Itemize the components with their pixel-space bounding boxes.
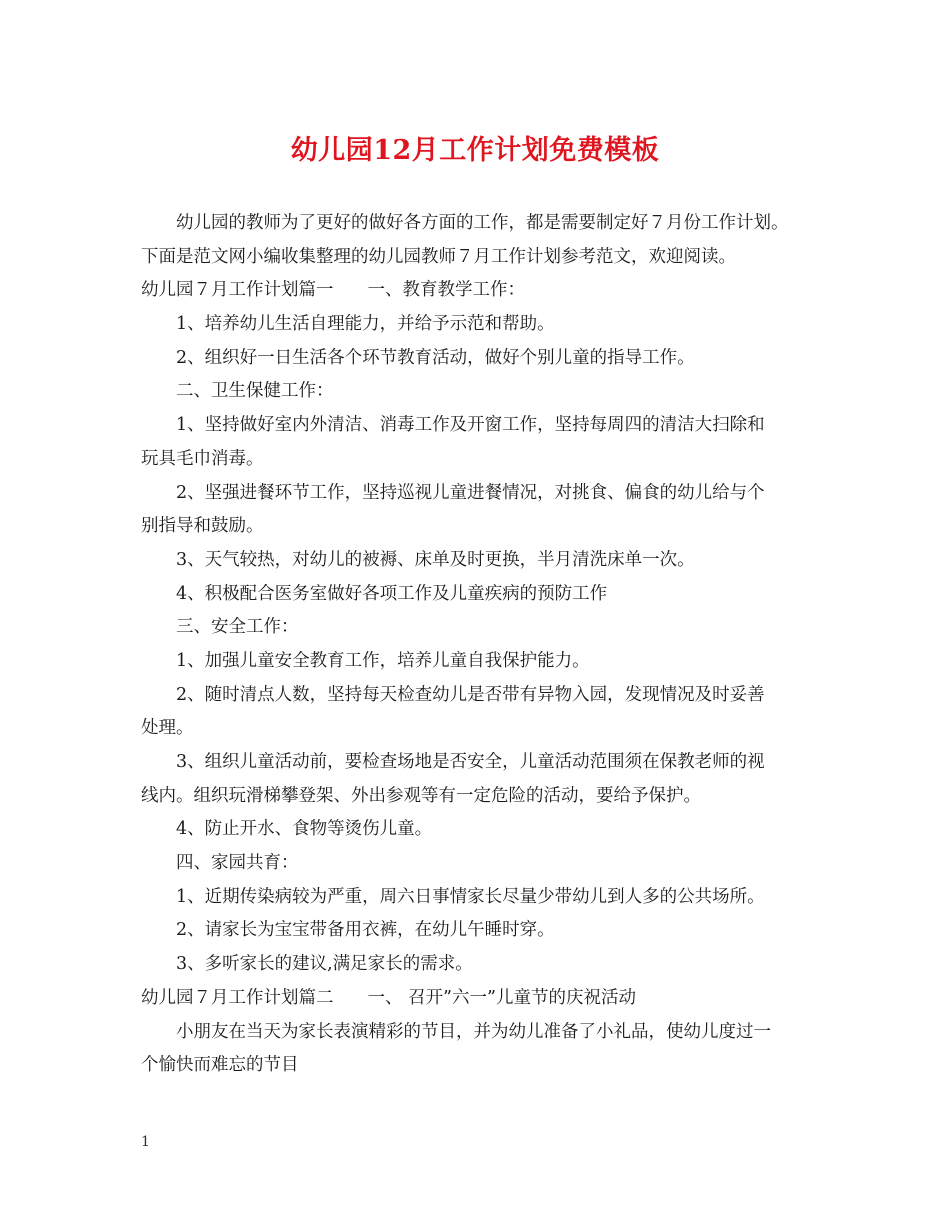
- section-heading-line: [141, 982, 831, 1016]
- paragraph-line: 小朋友在当天为家长表演精彩的节目，并为幼儿准备了小礼品，使幼儿度过一: [176, 1021, 771, 1042]
- list-item: 2、组织好一日生活各个环节教育活动，做好个别儿童的指导工作。: [176, 347, 695, 368]
- paragraph-line: 下面是范文网小编收集整理的幼儿园教师７月工作计划参考范文，欢迎阅读。: [141, 246, 736, 267]
- list-item-continued: 玩具毛巾消毒。: [141, 448, 264, 469]
- list-item-continued: 别指导和鼓励。: [141, 516, 264, 537]
- list-item: 4、防止开水、食物等烫伤儿童。: [176, 819, 433, 840]
- list-item: 3、多听家长的建议,满足家长的需求。: [176, 954, 473, 975]
- subsection-heading: 一、教育教学工作：: [367, 280, 525, 301]
- paragraph-line: 幼儿园的教师为了更好的做好各方面的工作，都是需要制定好７月份工作计划。: [176, 213, 789, 233]
- subsection-heading: 三、安全工作：: [176, 617, 299, 638]
- list-item: 1、培养幼儿生活自理能力，并给予示范和帮助。: [176, 314, 555, 335]
- list-item: 4、积极配合医务室做好各项工作及儿童疾病的预防工作: [176, 583, 608, 604]
- section-heading: 幼儿园７月工作计划篇二: [141, 987, 334, 1008]
- list-item: 1、加强儿童安全教育工作，培养儿童自我保护能力。: [176, 650, 590, 671]
- list-item: 1、近期传染病较为严重，周六日事情家长尽量少带幼儿到人多的公共场所。: [176, 886, 765, 907]
- list-item: 2、坚强进餐环节工作，坚持巡视儿童进餐情况，对挑食、偏食的幼儿给与个: [176, 482, 765, 503]
- list-item: 3、天气较热，对幼儿的被褥、床单及时更换，半月清洗床单一次。: [176, 549, 695, 570]
- list-item: 3、组织儿童活动前，要检查场地是否安全，儿童活动范围须在保教老师的视: [176, 752, 765, 772]
- list-item-continued: 线内。组织玩滑梯攀登架、外出参观等有一定危险的活动，要给予保护。: [141, 785, 701, 806]
- document-title: 幼儿园12月工作计划免费模板: [290, 135, 660, 166]
- list-item: 2、随时清点人数，坚持每天检查幼儿是否带有异物入园，发现情况及时妥善: [176, 684, 765, 705]
- list-item-continued: 处理。: [141, 718, 194, 739]
- subsection-heading: 四、家园共育：: [176, 853, 299, 874]
- paragraph-line: 个愉快而难忘的节目: [141, 1055, 299, 1076]
- list-item: 2、请家长为宝宝带备用衣裤，在幼儿午睡时穿。: [176, 920, 555, 941]
- document-body: [141, 207, 831, 1083]
- section-heading: 幼儿园７月工作计划篇一: [141, 280, 334, 301]
- subsection-heading: 一、 召开”六一”儿童节的庆祝活动: [367, 987, 636, 1008]
- page-number: 1: [141, 1134, 150, 1150]
- subsection-heading: 二、卫生保健工作：: [176, 381, 334, 402]
- list-item: 1、坚持做好室内外清洁、消毒工作及开窗工作，坚持每周四的清洁大扫除和: [176, 415, 765, 436]
- section-heading-line: [141, 274, 831, 308]
